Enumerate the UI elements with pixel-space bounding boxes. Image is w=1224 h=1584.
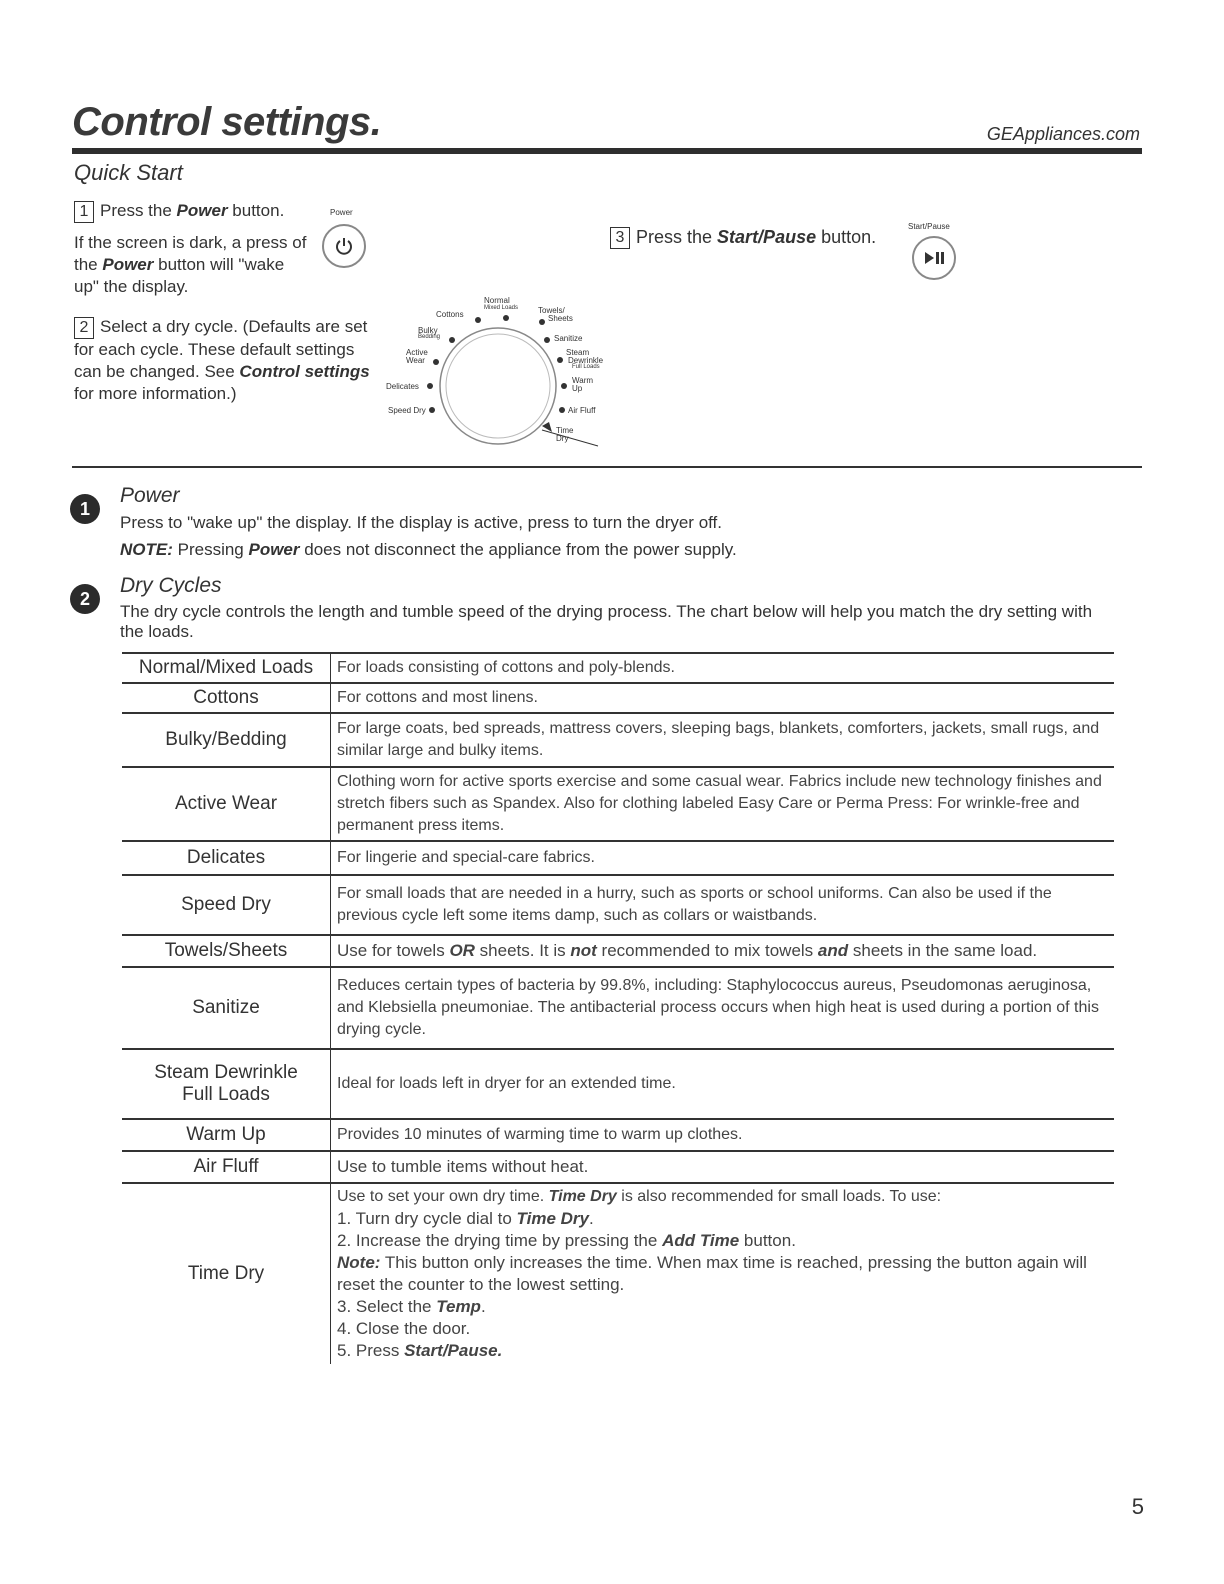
cycle-name: Steam Dewrinkle Full Loads [122, 1049, 331, 1119]
step-2: 2 Select a dry cycle. (Defaults are set for each cycle. These default settings can be changed. See Control settings for more information.) [74, 317, 370, 403]
play-pause-icon[interactable] [912, 236, 956, 280]
cycle-description: Use to tumble items without heat. [331, 1151, 1115, 1183]
table-row [122, 1119, 1114, 1151]
cycle-description: Use to set your own dry time. Time Dry is also recommended for small loads. To use: 1. Turn dry cycle dial to Time Dry. 2. Increase the drying time by pressing the Add Time button. Note: This button only increases the time. When max time is reached, pressing the button again will reset the counter to the lowest setting. 3. Select the Temp. 4. Close the door. 5. Press Start/Pause. [331, 1183, 1115, 1364]
table-row [122, 1183, 1114, 1364]
cycle-description: Reduces certain types of bacteria by 99.8%, including: Staphylococcus aureus, Pseudomonas aeruginosa, and Klebsiella pneumoniae. The antibacterial process occurs when high heat is used during a portion of this drying cycle. [331, 967, 1115, 1049]
step-1: 1 Press the Power button. [74, 200, 314, 223]
header-rule [72, 148, 1142, 154]
cycle-description: Provides 10 minutes of warming time to warm up clothes. [331, 1119, 1115, 1151]
step-number: 1 [74, 201, 94, 223]
page-number: 5 [1131, 1494, 1144, 1519]
cycle-description: For cottons and most linens. [331, 683, 1115, 713]
table-row [122, 875, 1114, 935]
dry-cycles-heading: Dry Cycles [120, 574, 222, 597]
table-row [122, 1151, 1114, 1183]
cycle-description: For large coats, bed spreads, mattress covers, sleeping bags, blankets, comforters, jackets, small rugs, and similar large and bulky items. [331, 713, 1115, 767]
quick-start-heading: Quick Start [74, 160, 183, 185]
power-text: Press to "wake up" the display. If the display is active, press to turn the dryer off. [120, 513, 723, 532]
site-url[interactable]: GEAppliances.com [986, 124, 1140, 144]
table-row [122, 967, 1114, 1049]
cycle-name: Towels/Sheets [122, 935, 331, 967]
section-number-badge: 1 [70, 494, 100, 524]
cycle-name: Delicates [122, 841, 331, 875]
table-row [122, 841, 1114, 875]
cycle-description: Use for towels OR sheets. It is not recommended to mix towels and sheets in the same load. [331, 935, 1115, 967]
power-heading: Power [120, 484, 180, 507]
table-row [122, 713, 1114, 767]
cycle-description: For loads consisting of cottons and poly-blends. [331, 653, 1115, 683]
table-row [122, 1049, 1114, 1119]
cycle-name: Speed Dry [122, 875, 331, 935]
power-icon[interactable] [322, 224, 366, 268]
section-number-badge: 2 [70, 584, 100, 614]
step-3: 3 Press the Start/Pause button. [610, 226, 910, 249]
step-1-note: If the screen is dark, a press of the Power button will "wake up" the display. [74, 233, 307, 296]
cycle-description: Clothing worn for active sports exercise and some casual wear. Fabrics include new technology finishes and stretch fibers such as Spandex. Also for clothing labeled Easy Care or Perma Press: For wrinkle-free and permanent press items. [331, 767, 1115, 841]
cycle-name: Normal/Mixed Loads [122, 653, 331, 683]
cycle-name: Cottons [122, 683, 331, 713]
section-divider [72, 466, 1142, 468]
start-pause-label: Start/Pause [908, 222, 950, 231]
step-number: 2 [74, 317, 94, 339]
dry-cycles-intro: The dry cycle controls the length and tumble speed of the drying process. The chart below will help you match the dry setting with the loads. [120, 602, 1093, 641]
power-label: Power [330, 208, 353, 217]
table-row [122, 935, 1114, 967]
cycle-name: Bulky/Bedding [122, 713, 331, 767]
table-row [122, 653, 1114, 683]
page-title: Control settings. [72, 100, 382, 144]
table-row [122, 767, 1114, 841]
table-row [122, 683, 1114, 713]
cycle-name: Air Fluff [122, 1151, 331, 1183]
power-note: NOTE: Pressing Power does not disconnect the appliance from the power supply. [120, 540, 737, 559]
step-number: 3 [610, 227, 630, 249]
cycle-name: Active Wear [122, 767, 331, 841]
cycle-description: For small loads that are needed in a hurry, such as sports or school uniforms. Can also be used if the previous cycle left some items damp, such as collars or waistbands. [331, 875, 1115, 935]
dry-cycles-table [122, 652, 1114, 1364]
cycle-description: Ideal for loads left in dryer for an extended time. [331, 1049, 1115, 1119]
cycle-name: Time Dry [122, 1183, 331, 1364]
cycle-name: Sanitize [122, 967, 331, 1049]
cycle-dial[interactable]: Normal Mixed Loads Cottons Towels/ Sheets Bulky Bedding Sanitize Active Wear Steam Dewrinkle Full Loads Delicates Warm Up Speed Dry Air Fluff Time Dry [380, 296, 620, 456]
cycle-name: Warm Up [122, 1119, 331, 1151]
cycle-description: For lingerie and special-care fabrics. [331, 841, 1115, 875]
